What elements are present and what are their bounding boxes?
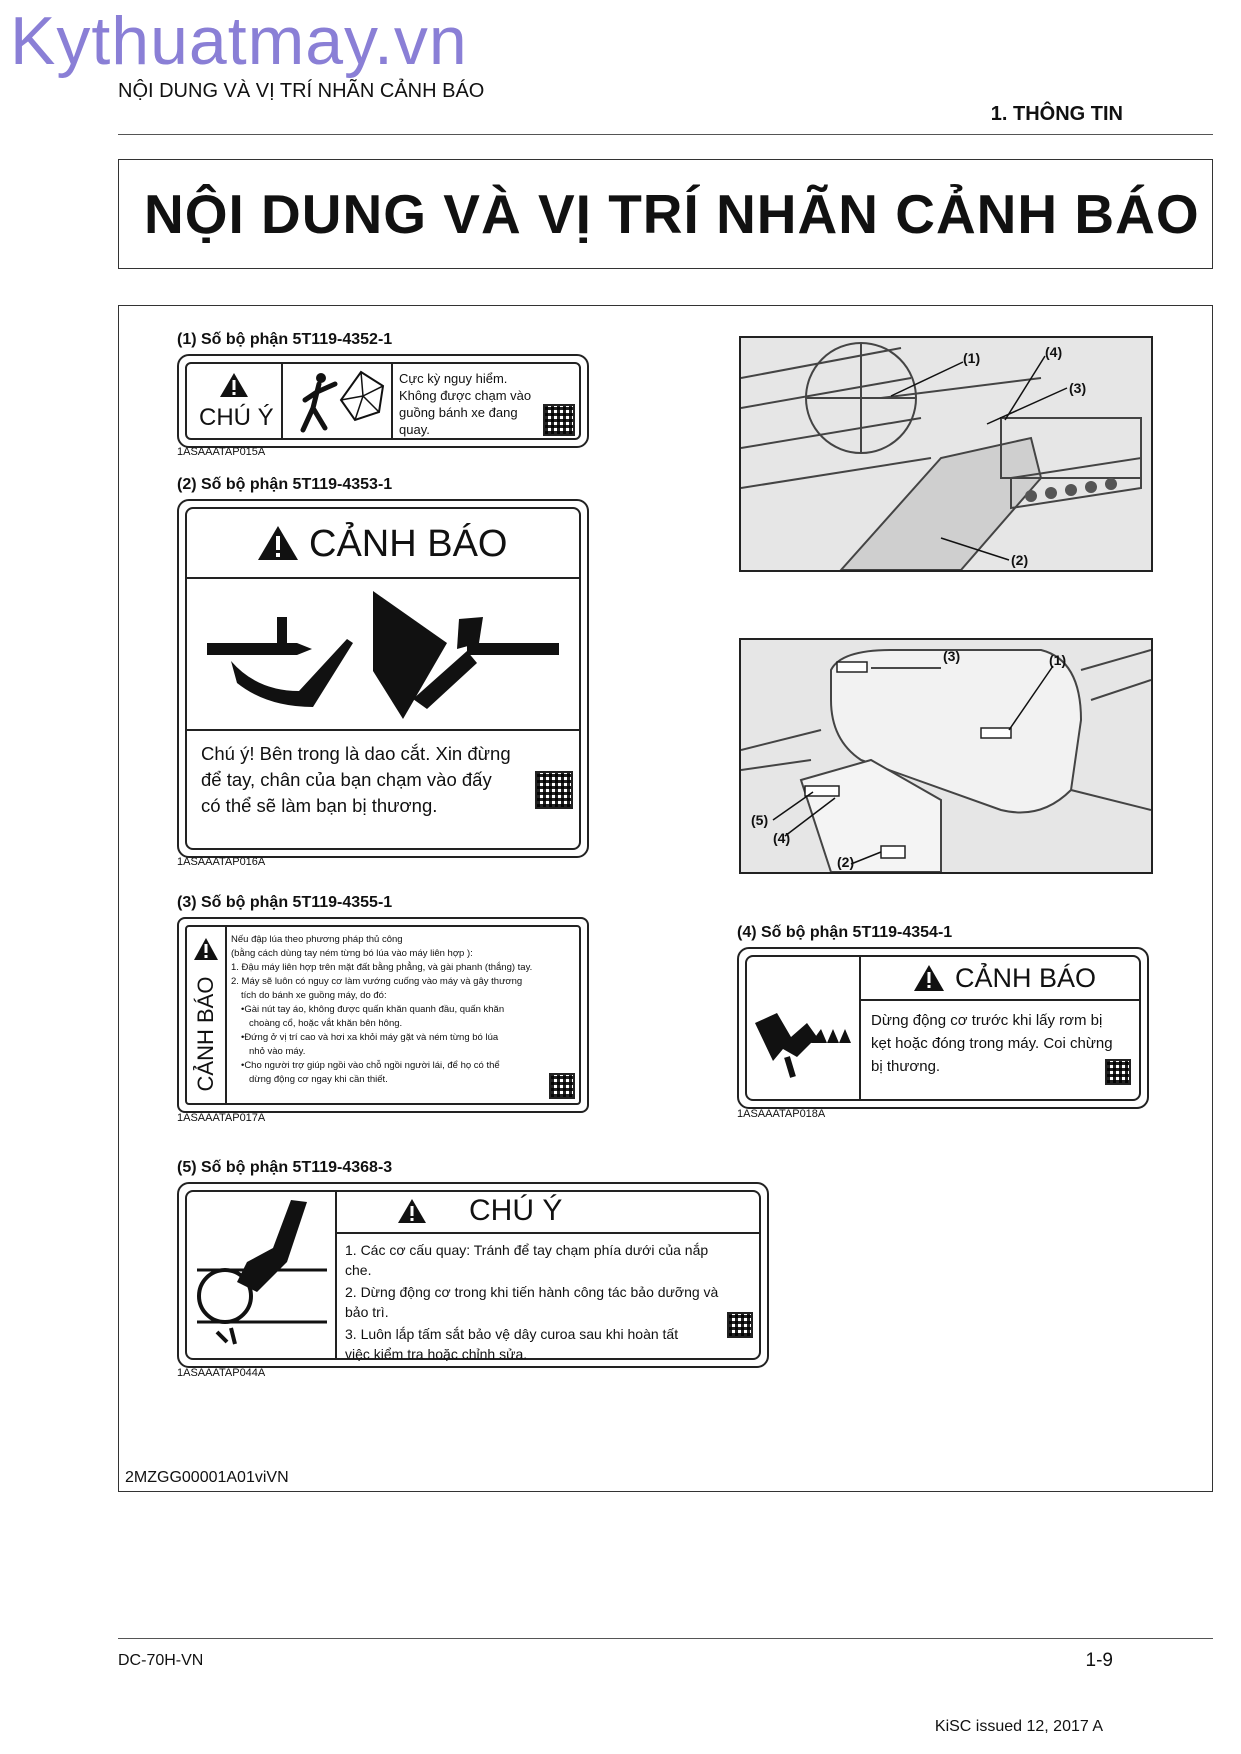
label3-line: tích do bánh xe guồng máy, do đó: bbox=[241, 990, 387, 1001]
rotating-parts-hazard-icon bbox=[747, 957, 859, 1099]
page-title: NỘI DUNG VÀ VỊ TRÍ NHÃN CẢNH BÁO bbox=[144, 183, 1200, 245]
warning-triangle-icon bbox=[257, 525, 299, 561]
label5-signal-word: CHÚ Ý bbox=[469, 1194, 563, 1227]
label3-line: •Gài nút tay áo, không được quấn khăn quanh đầu, quấn khăn bbox=[241, 1004, 505, 1015]
harvester-reel-photo bbox=[739, 336, 1153, 572]
label3-signal-word: CẢNH BÁO bbox=[193, 976, 218, 1092]
label3-line: 1. Đậu máy liên hợp trên mặt đất bằng phẳng, và gài phanh (thắng) tay. bbox=[231, 962, 533, 973]
callout-2: (2) bbox=[1011, 552, 1029, 568]
callout-3: (3) bbox=[1069, 380, 1087, 396]
label4-pictogram bbox=[747, 957, 861, 1099]
header-chapter: 1. THÔNG TIN bbox=[990, 103, 1123, 125]
label3-line: 2. Máy sẽ luôn có nguy cơ làm vướng cuống vào máy và gây thương bbox=[231, 976, 523, 987]
label3-line: •Cho người trợ giúp ngồi vào chỗ ngồi người lái, để họ có thể bbox=[241, 1060, 500, 1071]
label4-header bbox=[861, 957, 1139, 1001]
callout-1: (1) bbox=[1049, 652, 1067, 668]
qr-code-icon bbox=[549, 1073, 575, 1099]
label3 bbox=[177, 917, 589, 1113]
header-section-title: NỘI DUNG VÀ VỊ TRÍ NHÃN CẢNH BÁO bbox=[118, 80, 485, 102]
label3-signal-panel bbox=[187, 927, 227, 1103]
warning-triangle-icon bbox=[913, 964, 945, 992]
callout-4: (4) bbox=[1045, 344, 1063, 360]
label3-line: Nếu đập lúa theo phương pháp thủ công bbox=[231, 934, 403, 945]
page-number: 1-9 bbox=[1085, 1650, 1113, 1671]
cutter-blade-hazard-icon bbox=[187, 579, 579, 729]
label3-line: nhỏ vào máy. bbox=[249, 1046, 306, 1057]
label2-text: Chú ý! Bên trong là dao cắt. Xin đừng để tay, chân của bạn chạm vào đấy có thể sẽ làm bạn bị thương. bbox=[201, 743, 511, 816]
label2-header bbox=[187, 509, 579, 579]
label3-line: choàng cổ, hoặc vắt khăn bên hông. bbox=[249, 1018, 403, 1029]
label3-line: •Đứng ở vị trí cao và hơi xa khỏi máy gặt và ném từng bó lúa bbox=[241, 1032, 499, 1043]
qr-code-icon bbox=[535, 771, 573, 809]
harvester-cover-illustration bbox=[741, 640, 1151, 872]
label3-part-number: (3) Số bộ phận 5T119-4355-1 bbox=[177, 894, 393, 911]
header-rule bbox=[118, 134, 1213, 135]
label5-text bbox=[345, 1240, 730, 1364]
label3-line: (bằng cách dùng tay ném từng bó lúa vào máy liên hợp ): bbox=[231, 948, 473, 959]
document-code: 2MZGG00001A01viVN bbox=[125, 1469, 289, 1486]
label4-part-number: (4) Số bộ phận 5T119-4354-1 bbox=[737, 924, 953, 941]
label3-image-code: 1ASAAATAP017A bbox=[177, 1112, 266, 1124]
label5-image-code: 1ASAAATAP044A bbox=[177, 1367, 266, 1379]
label1-text: Cực kỳ nguy hiểm. Không được chạm vào guồng bánh xe đang quay. bbox=[399, 371, 532, 437]
label5-pictogram bbox=[187, 1192, 337, 1358]
label4-image-code: 1ASAAATAP018A bbox=[737, 1108, 826, 1120]
issued-note: KiSC issued 12, 2017 A bbox=[934, 1718, 1103, 1735]
footer-model: DC-70H-VN bbox=[118, 1652, 204, 1669]
label1-image-code: 1ASAAATAP015A bbox=[177, 446, 266, 458]
label5-item: 3. Luôn lắp tấm sắt bảo vệ dây curoa sau khi hoàn tất việc kiểm tra hoặc chỉnh sửa. bbox=[345, 1326, 679, 1362]
label3-line: dừng động cơ ngay khi cần thiết. bbox=[249, 1074, 388, 1085]
title-box bbox=[118, 159, 1213, 269]
qr-code-icon bbox=[543, 404, 575, 436]
warning-triangle-icon bbox=[219, 372, 249, 398]
label1-part-number: (1) Số bộ phận 5T119-4352-1 bbox=[177, 331, 393, 348]
callout-3: (3) bbox=[943, 648, 961, 664]
label5-header bbox=[337, 1192, 759, 1234]
label3-text bbox=[231, 933, 577, 1087]
warning-triangle-icon bbox=[193, 937, 219, 961]
footer-rule bbox=[118, 1638, 1213, 1639]
label4 bbox=[737, 947, 1149, 1109]
qr-code-icon bbox=[1105, 1059, 1131, 1085]
watermark: Kythuatmay.vn bbox=[10, 3, 468, 79]
label5-part-number: (5) Số bộ phận 5T119-4368-3 bbox=[177, 1159, 393, 1176]
label5-item: 2. Dừng động cơ trong khi tiến hành công tác bảo dưỡng và bảo trì. bbox=[345, 1284, 719, 1320]
harvester-cover-photo bbox=[739, 638, 1153, 874]
label2-part-number: (2) Số bộ phận 5T119-4353-1 bbox=[177, 476, 393, 493]
label2 bbox=[177, 499, 589, 858]
label5 bbox=[177, 1182, 769, 1368]
belt-pinch-hazard-icon bbox=[187, 1192, 335, 1358]
content-box bbox=[118, 305, 1213, 1492]
qr-code-icon bbox=[727, 1312, 753, 1338]
label1-signal-word: CHÚ Ý bbox=[199, 404, 274, 431]
reel-hazard-icon bbox=[283, 364, 391, 438]
label2-image-code: 1ASAAATAP016A bbox=[177, 856, 266, 868]
label2-pictogram bbox=[187, 579, 579, 731]
label1-pictogram bbox=[283, 364, 393, 438]
warning-triangle-icon bbox=[397, 1198, 427, 1224]
callout-4: (4) bbox=[773, 830, 791, 846]
harvester-reel-illustration bbox=[741, 338, 1151, 570]
label4-text: Dừng động cơ trước khi lấy rơm bị kẹt hoặc đóng trong máy. Coi chừng bị thương. bbox=[871, 1012, 1113, 1075]
label4-signal-word: CẢNH BÁO bbox=[955, 963, 1097, 993]
callout-2: (2) bbox=[837, 854, 855, 870]
label5-item: 1. Các cơ cấu quay: Tránh để tay chạm phía dưới của nắp che. bbox=[345, 1242, 709, 1278]
callout-5: (5) bbox=[751, 812, 769, 828]
callout-1: (1) bbox=[963, 350, 981, 366]
label2-signal-word: CẢNH BÁO bbox=[309, 523, 508, 565]
label1 bbox=[177, 354, 589, 448]
label1-signal-panel bbox=[187, 364, 283, 438]
